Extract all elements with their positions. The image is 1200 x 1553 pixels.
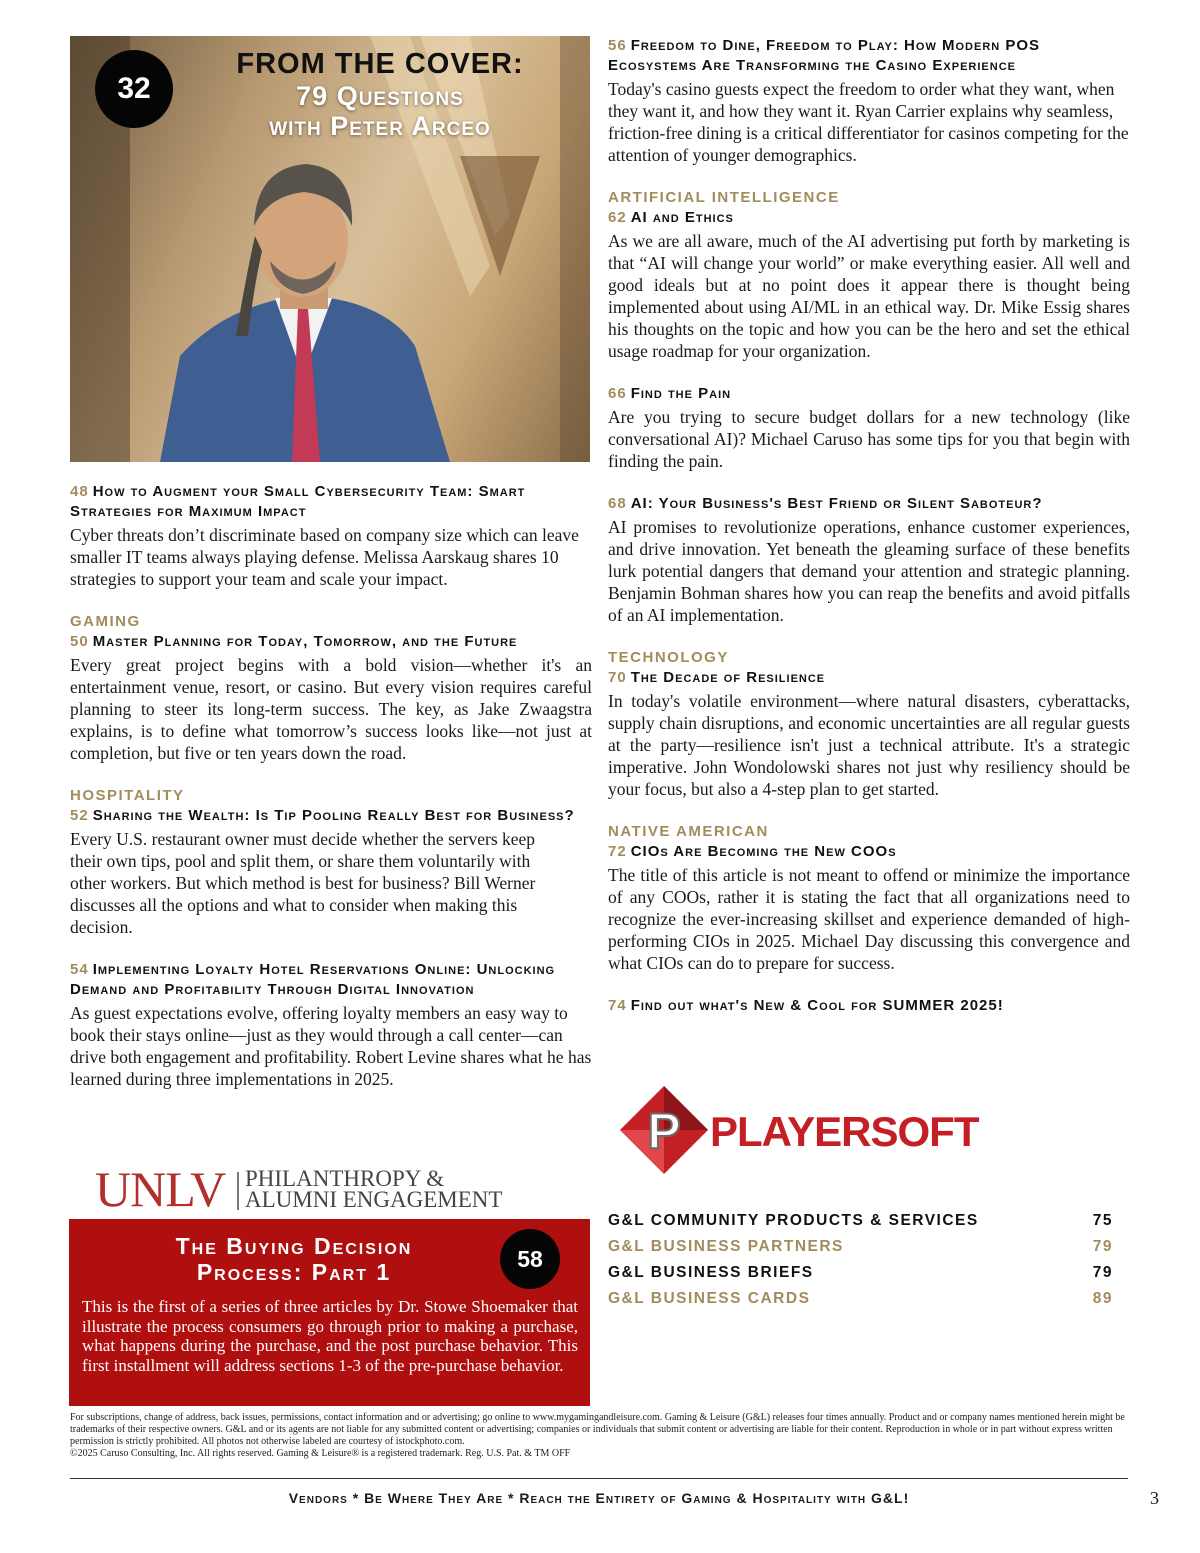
cover-subtitle-line-2: with Peter Arceo [269,111,491,141]
article-title: Find the Pain [630,385,732,402]
article-68[interactable] [608,494,1130,626]
article-heading [608,842,1130,862]
playersoft-logo[interactable] [612,1080,1052,1185]
article-summary: AI promises to revolutionize operations, enhance customer experiences, and drive innovation. Yet beneath the gleaming surface of these benefits lurk potential dangers that demand your attention and strategic planning. Benjamin Bohman shares how you can reap the benefits and avoid pitfalls of an AI implementation. [608,517,1130,625]
directory-label: G&L BUSINESS PARTNERS [608,1238,844,1255]
article-title: AI and Ethics [630,209,734,226]
buying-title-line-1: The Buying Decision [175,1233,413,1259]
article-62[interactable] [608,208,1130,362]
directory-item-briefs[interactable] [608,1260,1113,1286]
article-page-number: 74 [608,997,627,1014]
article-52[interactable] [70,806,592,938]
article-summary: Cyber threats don’t discriminate based on company size which can leave smaller IT teams always playing defense. Melissa Aarskaug shares 10 strategies to support your team and scale your impact. [70,525,579,589]
article-summary: In today's volatile environment—where natural disasters, cyberattacks, supply chain disruptions, and economic uncertainties are all regular guests at the party—resilience isn't just a technical attribute. It's a strategic imperative. John Wondolowski shares not just why resiliency should be your focus, but also a 4-step plan to get started. [608,691,1130,799]
directory-label: G&L COMMUNITY PRODUCTS & SERVICES [608,1212,979,1229]
playersoft-letter: P [647,1103,681,1159]
cover-subtitle-line-1: 79 Questions [296,81,464,111]
article-summary: Every U.S. restaurant owner must decide whether the servers keep their own tips, pool and split them, or share them voluntarily with other workers. But which method is best for business? Bill Werner discusses all the options and what to consider when making this decision. [70,829,536,937]
article-heading [608,494,1130,514]
directory-item-community[interactable] [608,1208,1113,1234]
playersoft-wordmark: PLAYERSOFT [710,1108,979,1155]
article-title: Sharing the Wealth: Is Tip Pooling Really Best for Business? [92,807,575,824]
article-page-number: 62 [608,209,627,226]
article-72[interactable] [608,842,1130,974]
directory-label: G&L BUSINESS CARDS [608,1290,811,1307]
playersoft-diamond-icon [612,1080,712,1180]
article-title: CIOs Are Becoming the New COOs [630,843,897,860]
article-summary: Today's casino guests expect the freedom to order what they want, when they want it, and how they want it. Ryan Carrier explains why seamless, friction-free dining is a critical differentiator for casinos competing for the attention of younger demographics. [608,79,1129,165]
directory-page: 79 [1092,1238,1113,1255]
buying-title-line-2: Process: Part 1 [196,1259,392,1285]
article-heading [70,482,592,522]
article-66[interactable] [608,384,1130,472]
directory-page: 89 [1092,1290,1113,1307]
page-number: 3 [1150,1488,1159,1508]
legal-footnote [70,1412,1132,1460]
directory-item-partners[interactable] [608,1234,1113,1260]
article-page-number: 56 [608,37,627,54]
unlv-wordmark: UNLV [95,1161,226,1217]
right-column [608,36,1130,1016]
article-74[interactable] [608,996,1130,1016]
article-heading [608,36,1130,76]
unlv-subtitle-line-1: PHILANTHROPY & [245,1166,445,1191]
article-heading [608,668,1130,688]
buying-decision-feature[interactable] [69,1219,590,1406]
section-artificial-intelligence: ARTIFICIAL INTELLIGENCE [608,189,840,206]
buying-decision-title [79,1233,509,1285]
article-page-number: 72 [608,843,627,860]
article-summary: Are you trying to secure budget dollars for a new technology (like conversational AI)? Michael Caruso has some tips for you that begin with finding the pain. [608,407,1130,471]
article-page-number: 68 [608,495,627,512]
article-heading [608,996,1130,1016]
unlv-divider [237,1172,239,1210]
footnote-copyright: ©2025 Caruso Consulting, Inc. All rights reserved. Gaming & Leisure® is a registered trademark. Reg. U.S. Pat. & TM OFF [70,1448,571,1459]
article-50[interactable] [70,632,592,764]
article-page-number: 54 [70,961,89,978]
article-54[interactable] [70,960,592,1090]
article-page-number: 48 [70,483,89,500]
article-title: The Decade of Resilience [630,669,826,686]
article-heading [608,384,1130,404]
article-title: Find out what's New & Cool for SUMMER 2025! [630,997,1004,1014]
article-title: Implementing Loyalty Hotel Reservations Online: Unlocking Demand and Profitability Through Digital Innovation [70,961,556,998]
buying-summary: This is the first of a series of three articles by Dr. Stowe Shoemaker that illustrate the process consumers go through prior to making a purchase, what happens during the purchase, and the post purchase behavior. This first installment will address sections 1-3 of the pre-purchase behavior. [82,1297,578,1375]
footer-tagline: Vendors * Be Where They Are * Reach the Entirety of Gaming & Hospitality with G&L! [288,1490,910,1506]
footer-divider [70,1478,1128,1479]
cover-title-line: FROM THE COVER: [236,48,524,80]
article-70[interactable] [608,668,1130,800]
article-56[interactable] [608,36,1130,166]
article-page-number: 52 [70,807,89,824]
cover-title [180,48,580,141]
article-title: AI: Your Business's Best Friend or Silent Saboteur? [630,495,1043,512]
directory-page: 79 [1092,1264,1113,1281]
article-summary: The title of this article is not meant to offend or minimize the importance of any COOs, rather it is stating the fact that all organizations need to recognize the ever-increasing skillset and experience demanded of high-performing CIOs in 2025. Michael Day discussing this convergence and what CIOs can do to prepare for success. [608,865,1130,973]
unlv-subtitle-line-2: ALUMNI ENGAGEMENT [245,1187,503,1212]
section-technology: TECHNOLOGY [608,649,729,666]
directory-page: 75 [1092,1212,1113,1229]
article-title: How to Augment your Small Cybersecurity Team: Smart Strategies for Maximum Impact [70,483,526,520]
footnote-text: For subscriptions, change of address, back issues, permissions, contact information and or advertising; go online to www.mygamingandleisure.com. Gaming & Leisure (G&L) releases four times annually. Product and or company names mentioned herein might be trademarks of their respective owners. G&L and or its agents are not liable for any submitted content or advertising; companies or individuals that submit content or advertising are liable for their content. Reproduction in whole or in part without express written permission is strictly prohibited. All photos not otherwise labeled are courtesy of istockphoto.com. [70,1412,1125,1447]
article-heading [70,960,592,1000]
article-page-number: 50 [70,633,89,650]
section-hospitality: HOSPITALITY [70,787,185,804]
cover-page-number: 32 [95,50,173,128]
article-48[interactable] [70,482,592,590]
article-summary: As we are all aware, much of the AI advertising put forth by marketing is that “AI will change your world” or make everything easier. All well and good ideals but at no point does it appear there is thought being implemented about using AI/ML in an ethical way. Dr. Mike Essig shares his thoughts on the topic and how you can be the hero and set the ethical usage roadmap for your organization. [608,231,1130,361]
left-column [70,36,592,1090]
article-heading [70,806,592,826]
article-title: Master Planning for Today, Tomorrow, and the Future [92,633,518,650]
article-summary: Every great project begins with a bold vision—whether it's an entertainment venue, resort, or casino. But every vision requires careful planning to steer its long-term success. The key, as Jake Zwaagstra explains, is to define what tomorrow’s success looks like—not just at completion, but five or ten years down the road. [70,655,592,763]
unlv-subtitle [245,1168,502,1210]
directory-item-cards[interactable] [608,1286,1113,1312]
article-heading [70,632,592,652]
section-native-american: NATIVE AMERICAN [608,823,769,840]
cover-feature[interactable] [70,36,590,462]
article-page-number: 70 [608,669,627,686]
section-gaming: GAMING [70,613,141,630]
article-title: Freedom to Dine, Freedom to Play: How Modern POS Ecosystems Are Transforming the Casino Experience [608,37,1041,74]
article-heading [608,208,1130,228]
directory-label: G&L BUSINESS BRIEFS [608,1264,814,1281]
article-page-number: 66 [608,385,627,402]
article-summary: As guest expectations evolve, offering loyalty members an easy way to book their stays online—just as they would through a call center—can drive both engagement and profitability. Robert Levine shares what he has learned during three implementations in 2025. [70,1003,592,1089]
directory-list [608,1208,1113,1312]
unlv-logo[interactable] [95,1161,535,1217]
buying-page-number: 58 [500,1229,560,1289]
